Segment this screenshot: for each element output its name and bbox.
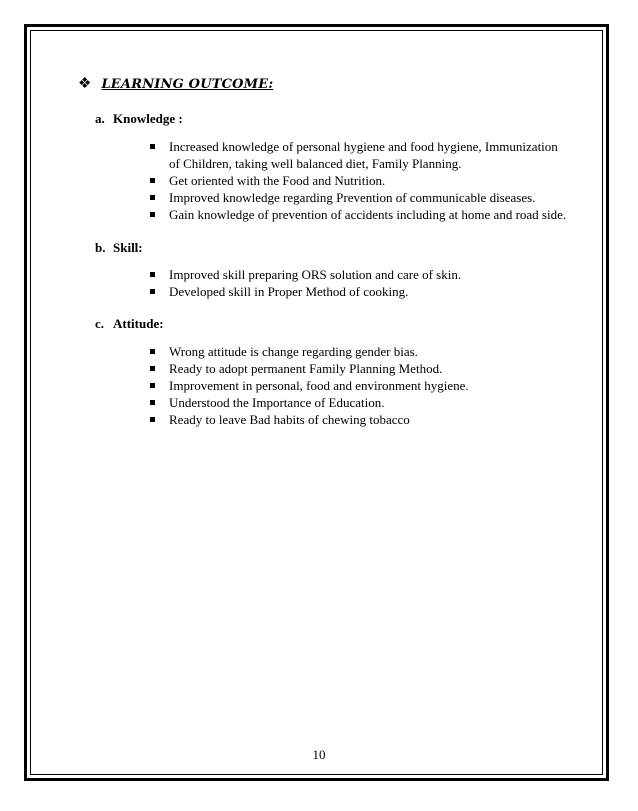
list-item: Improvement in personal, food and environment hygiene. <box>150 377 570 394</box>
square-bullet-icon <box>150 212 155 217</box>
square-bullet-icon <box>150 144 155 149</box>
section-heading <box>78 77 273 92</box>
list-item: Understood the Importance of Education. <box>150 394 570 411</box>
attitude-list <box>150 343 570 428</box>
section-label-skill <box>95 240 143 256</box>
section-letter: c. <box>95 316 105 331</box>
list-item: Ready to leave Bad habits of chewing tobacco <box>150 411 570 428</box>
list-item: Gain knowledge of prevention of accidents including at home and road side. <box>150 206 570 223</box>
square-bullet-icon <box>150 195 155 200</box>
square-bullet-icon <box>150 366 155 371</box>
square-bullet-icon <box>150 272 155 277</box>
page-number: 10 <box>312 747 326 762</box>
section-letter: b. <box>95 240 106 255</box>
list-item: Improved skill preparing ORS solution and care of skin. <box>150 266 570 283</box>
section-title: Attitude: <box>113 316 164 331</box>
square-bullet-icon <box>150 349 155 354</box>
section-title: Knowledge : <box>113 111 183 126</box>
list-item: Get oriented with the Food and Nutrition. <box>150 172 570 189</box>
square-bullet-icon <box>150 178 155 183</box>
list-item: Developed skill in Proper Method of cooking. <box>150 283 570 300</box>
square-bullet-icon <box>150 289 155 294</box>
list-item: Increased knowledge of personal hygiene and food hygiene, Immunization of Children, taking well balanced diet, Family Planning. <box>150 138 570 172</box>
section-title: Skill: <box>113 240 143 255</box>
section-label-attitude <box>95 316 164 332</box>
section-letter: a. <box>95 111 105 126</box>
list-item: Ready to adopt permanent Family Planning Method. <box>150 360 570 377</box>
list-item: Improved knowledge regarding Prevention of communicable diseases. <box>150 189 570 206</box>
list-item: Wrong attitude is change regarding gender bias. <box>150 343 570 360</box>
square-bullet-icon <box>150 417 155 422</box>
square-bullet-icon <box>150 383 155 388</box>
skill-list <box>150 266 570 300</box>
heading-title: LEARNING OUTCOME: <box>101 77 274 92</box>
section-label-knowledge <box>95 111 183 127</box>
diamond-bullet-icon: ❖ <box>78 76 92 92</box>
knowledge-list <box>150 138 570 223</box>
square-bullet-icon <box>150 400 155 405</box>
